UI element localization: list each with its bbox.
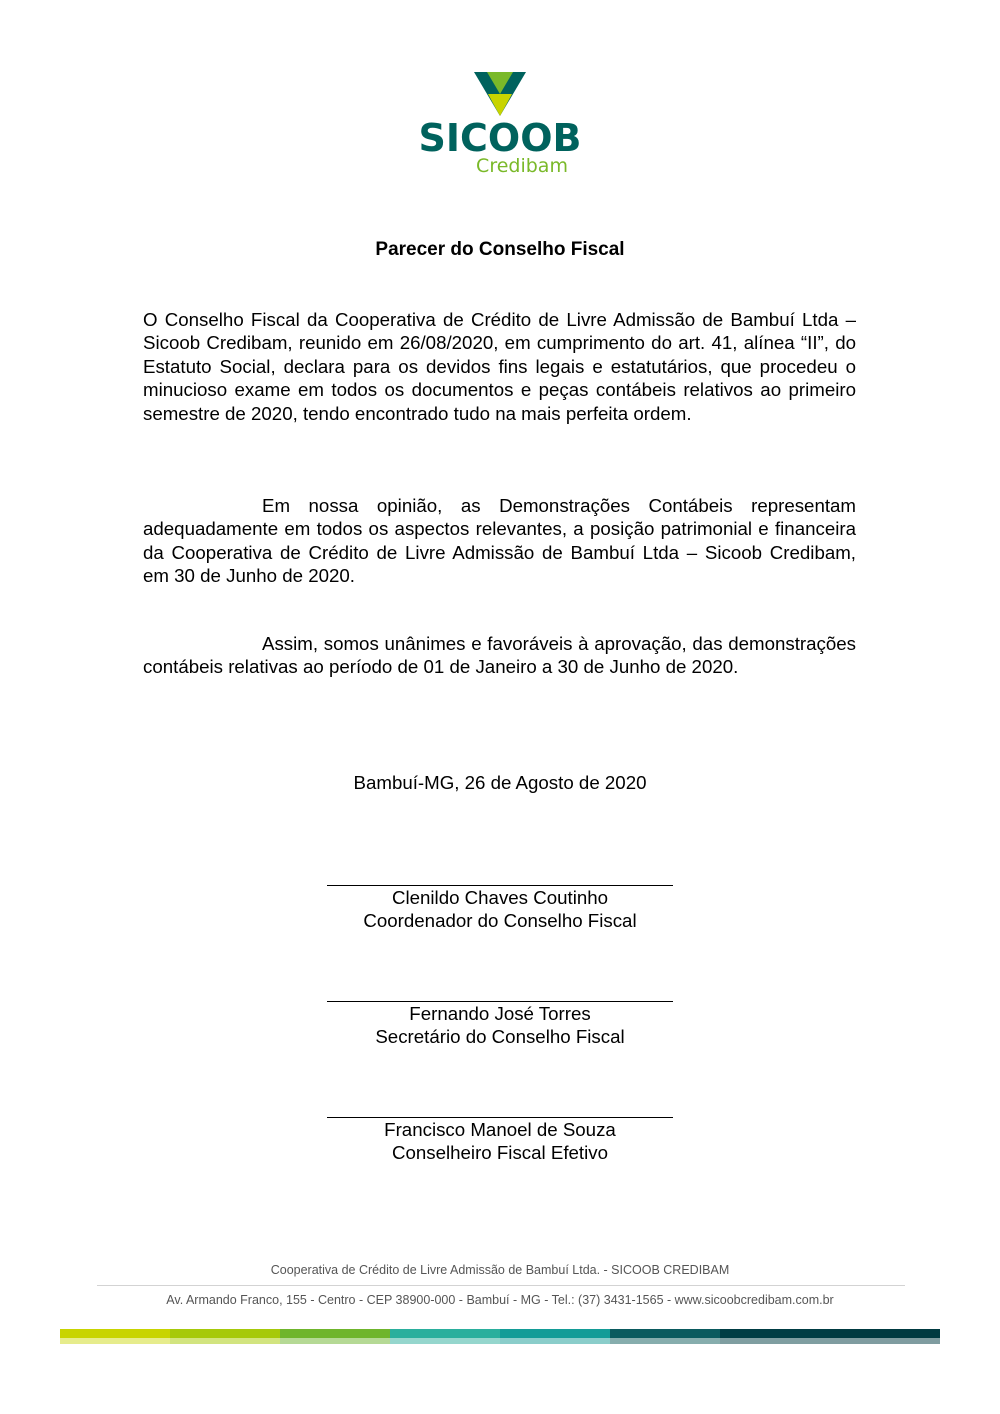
footer-color-band: [60, 1329, 940, 1344]
signature-block-coordinator: [300, 876, 700, 933]
band-segment: [610, 1329, 720, 1344]
logo-subtitle: Credibam: [476, 155, 568, 177]
signatory-name: Fernando José Torres: [409, 1003, 591, 1024]
paragraph-3: Assim, somos unânimes e favoráveis à aprovação, das demonstrações contábeis relativas ao período de 01 de Janeiro a 30 de Junho de 2020.: [143, 633, 856, 678]
paragraph-1: O Conselho Fiscal da Cooperativa de Crédito de Livre Admissão de Bambuí Ltda – Sicoob Credibam, reunido em 26/08/2020, em cumprimento do art. 41, alínea “II”, do Estatuto Social, declara para os devidos fins legais e estatutários, que procedeu o minucioso exame em todos os documentos e peças contábeis relativos ao primeiro semestre de 2020, tendo encontrado tudo na mais perfeita ordem.: [143, 309, 856, 424]
signature-line: [327, 1108, 673, 1118]
footer-address: Av. Armando Franco, 155 - Centro - CEP 38900-000 - Bambuí - MG - Tel.: (37) 3431-1565 - www.sicoobcredibam.com.br: [166, 1293, 834, 1307]
footer-divider: [97, 1285, 905, 1286]
signatory-name: Clenildo Chaves Coutinho: [391, 887, 609, 908]
logo-name: SICOOB: [418, 116, 582, 160]
signatory-role: Secretário do Conselho Fiscal: [375, 1026, 625, 1048]
sicoob-logo: [410, 72, 590, 182]
signature-block-secretary: [300, 992, 700, 1049]
signatory-name: Francisco Manoel de Souza: [384, 1119, 616, 1140]
band-segment: [280, 1329, 390, 1344]
place-date: Bambuí-MG, 26 de Agosto de 2020: [353, 772, 647, 793]
band-segment: [830, 1329, 940, 1344]
band-segment: [500, 1329, 610, 1344]
band-segment: [170, 1329, 280, 1344]
sicoob-triangle-icon: [474, 72, 526, 116]
paragraph-2: Em nossa opinião, as Demonstrações Contábeis representam adequadamente em todos os aspectos relevantes, a posição patrimonial e financeira da Cooperativa de Crédito de Livre Admissão de Bambuí Ltda – Sicoob Credibam, em 30 de Junho de 2020.: [143, 495, 856, 587]
signatory-role: Coordenador do Conselho Fiscal: [363, 910, 637, 932]
document-title: Parecer do Conselho Fiscal: [375, 239, 625, 260]
band-segment: [60, 1329, 170, 1344]
signature-line: [327, 876, 673, 886]
signature-line: [327, 992, 673, 1002]
signature-block-councillor: [300, 1108, 700, 1165]
signatory-role: Conselheiro Fiscal Efetivo: [391, 1142, 609, 1164]
band-segment: [720, 1329, 830, 1344]
band-segment: [390, 1329, 500, 1344]
footer-company: Cooperativa de Crédito de Livre Admissão de Bambuí Ltda. - SICOOB CREDIBAM: [270, 1263, 730, 1277]
